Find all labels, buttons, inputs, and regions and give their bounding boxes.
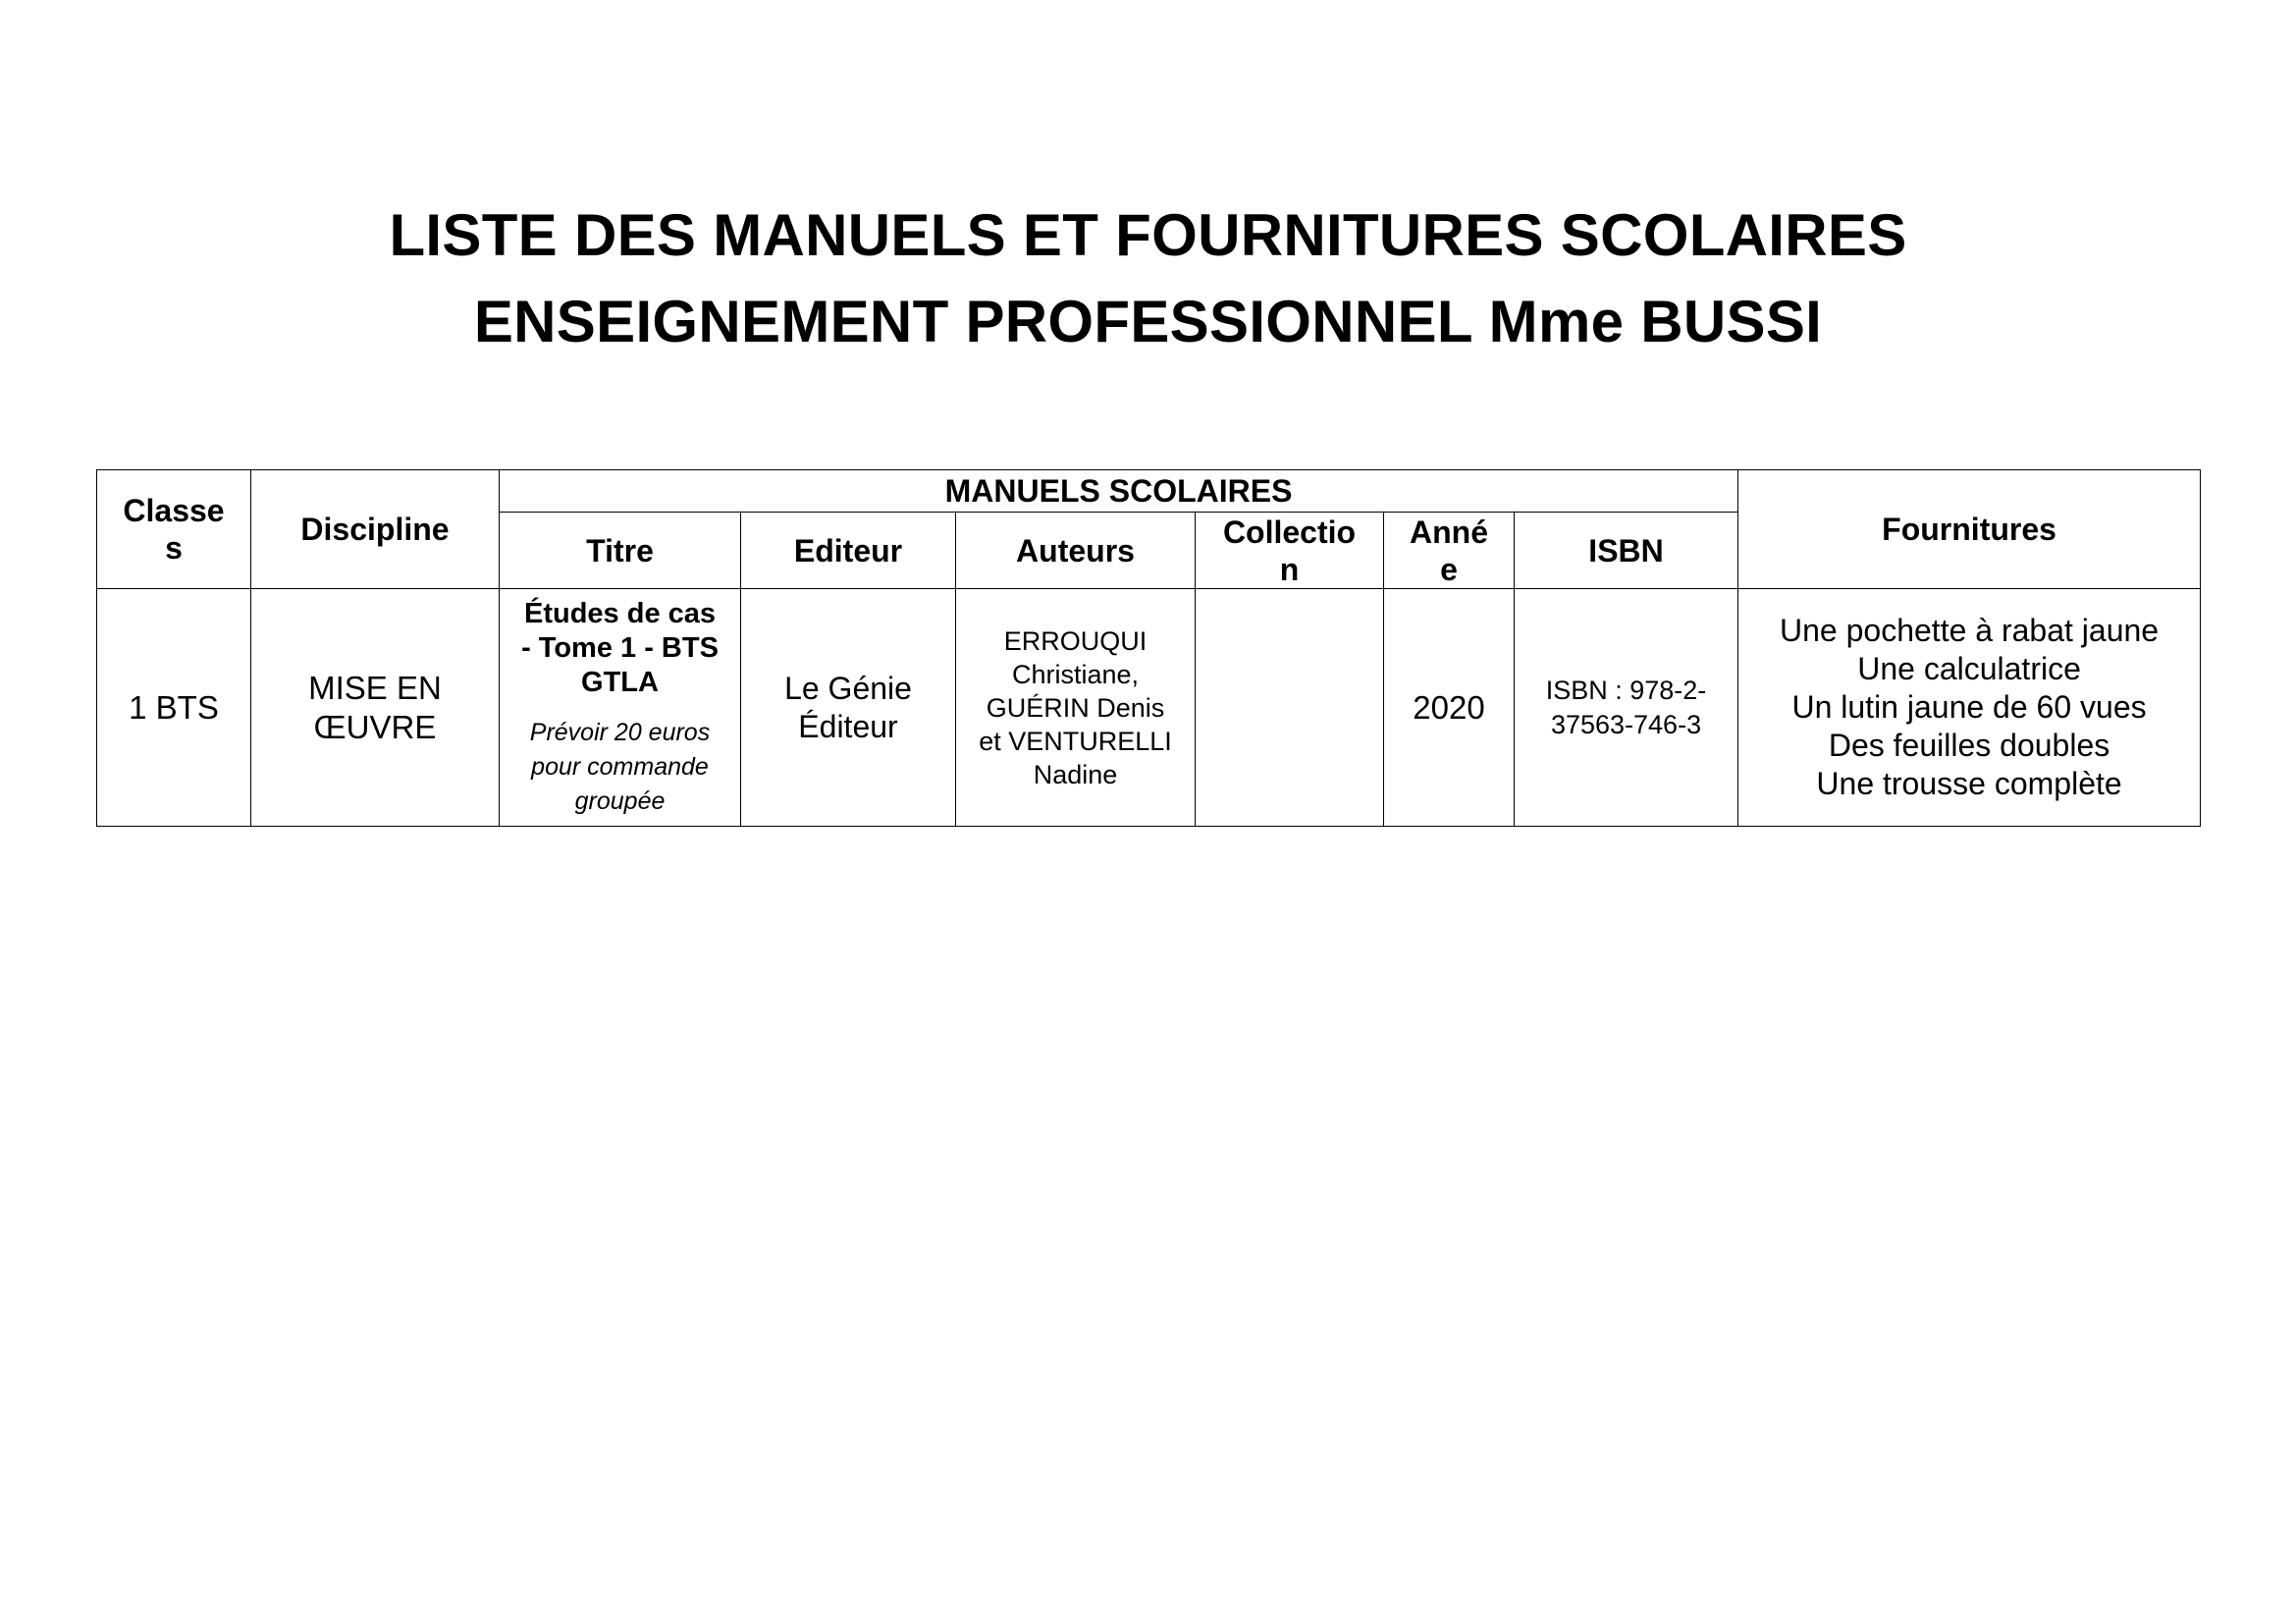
- header-auteurs: Auteurs: [956, 513, 1196, 589]
- page-title-line-2: ENSEIGNEMENT PROFESSIONNEL Mme BUSSI: [473, 289, 1823, 354]
- cell-auteurs: [956, 589, 1196, 827]
- header-titre: Titre: [500, 513, 741, 589]
- titre-line-3: GTLA: [581, 666, 659, 698]
- header-classes-line-2: s: [165, 530, 183, 567]
- header-annee-line-2: e: [1440, 551, 1458, 587]
- page-title-line-1: LISTE DES MANUELS ET FOURNITURES SCOLAIRES: [389, 202, 1907, 268]
- header-manuels-scolaires: MANUELS SCOLAIRES: [500, 470, 1738, 513]
- header-annee-line-1: Anné: [1410, 514, 1488, 550]
- header-fournitures: Fournitures: [1738, 470, 2201, 589]
- header-isbn: ISBN: [1515, 513, 1738, 589]
- auteurs-line-4: et VENTURELLI: [979, 726, 1172, 756]
- header-classes-line-1: Classe: [123, 493, 225, 529]
- cell-collection: [1196, 589, 1384, 827]
- fourniture-item: Une pochette à rabat jaune: [1780, 613, 2160, 649]
- supplies-table: [96, 469, 2201, 827]
- cell-discipline-line-2: ŒUVRE: [313, 708, 437, 745]
- cell-titre: [500, 589, 741, 827]
- titre-line-1: Études de cas: [523, 597, 717, 629]
- cell-editeur: [741, 589, 956, 827]
- cell-fournitures: [1738, 589, 2201, 827]
- header-editeur: Editeur: [741, 513, 956, 589]
- fourniture-item: Une trousse complète: [1816, 766, 2122, 802]
- titre-note-line-3: groupée: [574, 786, 666, 815]
- isbn-line-1: ISBN : 978-2-: [1545, 675, 1707, 705]
- isbn-line-2: 37563-746-3: [1550, 709, 1702, 739]
- auteurs-line-3: GUÉRIN Denis: [986, 692, 1165, 723]
- fourniture-item: Un lutin jaune de 60 vues: [1791, 689, 2147, 726]
- header-classes: [97, 470, 251, 589]
- header-collection-line-1: Collectio: [1222, 514, 1357, 550]
- header-annee: [1384, 513, 1515, 589]
- titre-line-2: - Tome 1 - BTS: [521, 631, 719, 664]
- cell-discipline-line-1: MISE EN: [308, 669, 442, 706]
- auteurs-line-1: ERROUQUI: [1003, 625, 1148, 656]
- header-collection-line-2: n: [1279, 551, 1300, 587]
- auteurs-line-5: Nadine: [1033, 759, 1118, 789]
- editeur-line-1: Le Génie: [784, 670, 912, 706]
- titre-note-line-2: pour commande: [531, 752, 709, 781]
- cell-annee: 2020: [1384, 589, 1515, 827]
- header-row-top: [97, 470, 2201, 513]
- table-row: [97, 589, 2201, 827]
- editeur-line-2: Éditeur: [798, 708, 898, 744]
- cell-isbn: [1515, 589, 1738, 827]
- header-discipline: Discipline: [251, 470, 500, 589]
- fourniture-item: Une calculatrice: [1857, 651, 2081, 687]
- titre-note-line-1: Prévoir 20 euros: [529, 718, 711, 746]
- cell-classe: 1 BTS: [97, 589, 251, 827]
- fourniture-item: Des feuilles doubles: [1828, 728, 2110, 764]
- cell-discipline: [251, 589, 500, 827]
- header-collection: [1196, 513, 1384, 589]
- auteurs-line-2: Christiane,: [1011, 659, 1140, 689]
